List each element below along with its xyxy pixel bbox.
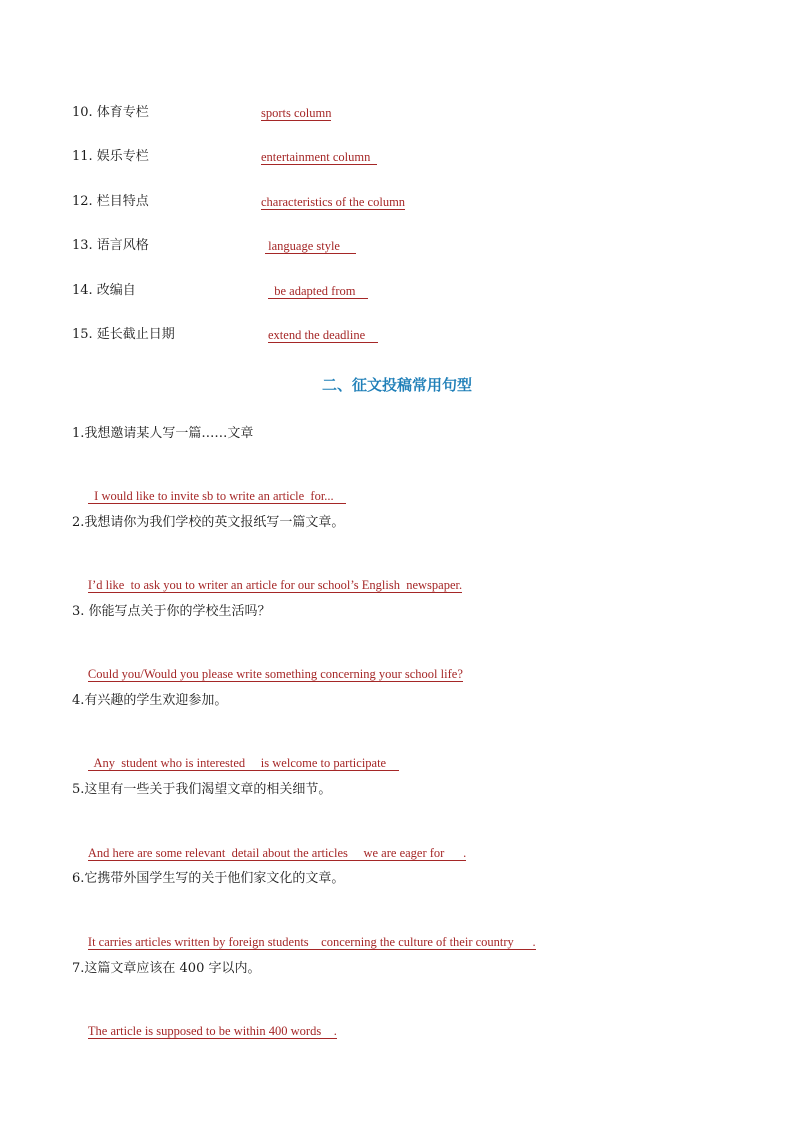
vocab-item-12-english bbox=[261, 193, 405, 212]
sentence-3-answer: Could you/Would you please write something concerning your school life? bbox=[87, 667, 463, 681]
vocab-item-15-english bbox=[268, 326, 378, 345]
vocab-answer-11: entertainment column bbox=[261, 150, 377, 164]
vocab-answer-15: extend the deadline bbox=[268, 328, 378, 342]
sentence-5-answer: And here are some relevant detail about the articles we are eager for . bbox=[87, 846, 467, 860]
section-title: 二、征文投稿常用句型 bbox=[321, 376, 472, 394]
sentence-7-english bbox=[72, 1004, 337, 1058]
vocab-answer-10: sports column bbox=[261, 106, 332, 120]
vocab-item-13-english bbox=[265, 237, 356, 256]
sentence-4-answer: Any student who is interested is welcome to participate bbox=[87, 756, 399, 770]
vocab-item-10-chinese: 10. 体育专栏 bbox=[72, 105, 149, 120]
sentence-6-chinese: 6.它携带外国学生写的关于他们家文化的文章。 bbox=[72, 871, 345, 886]
sentence-3-chinese: 3. 你能写点关于你的学校生活吗？ bbox=[72, 604, 271, 619]
vocab-item-10-english bbox=[261, 104, 331, 123]
sentence-7-answer: The article is supposed to be within 400 words . bbox=[87, 1024, 337, 1038]
sentence-7-chinese: 7.这篇文章应该在 400 字以内。 bbox=[72, 961, 261, 976]
vocab-answer-13: language style bbox=[265, 239, 356, 253]
vocab-item-13-chinese: 13. 语言风格 bbox=[72, 238, 149, 253]
sentence-2-answer: I’d like to ask you to writer an article for our school’s English newspaper. bbox=[87, 578, 463, 592]
vocab-item-15-chinese: 15. 延长截止日期 bbox=[72, 327, 175, 342]
vocab-item-11-chinese: 11. 娱乐专栏 bbox=[72, 149, 149, 164]
sentence-1-answer: I would like to invite sb to write an article for... bbox=[87, 489, 347, 503]
vocab-item-14-chinese: 14. 改编自 bbox=[72, 283, 136, 298]
sentence-4-chinese: 4.有兴趣的学生欢迎参加。 bbox=[72, 693, 228, 708]
vocab-item-12-chinese: 12. 栏目特点 bbox=[72, 194, 149, 209]
sentence-2-chinese: 2.我想请你为我们学校的英文报纸写一篇文章。 bbox=[72, 515, 345, 530]
vocab-answer-14: be adapted from bbox=[268, 284, 368, 298]
vocab-answer-12: characteristics of the column bbox=[261, 195, 406, 209]
sentence-1-chinese: 1.我想邀请某人写一篇……文章 bbox=[72, 426, 254, 441]
sentence-5-chinese: 5.这里有一些关于我们渴望文章的相关细节。 bbox=[72, 782, 332, 797]
vocab-item-11-english bbox=[261, 148, 377, 167]
vocab-item-14-english bbox=[268, 282, 368, 301]
sentence-6-answer: It carries articles written by foreign students concerning the culture of their country . bbox=[87, 935, 536, 949]
